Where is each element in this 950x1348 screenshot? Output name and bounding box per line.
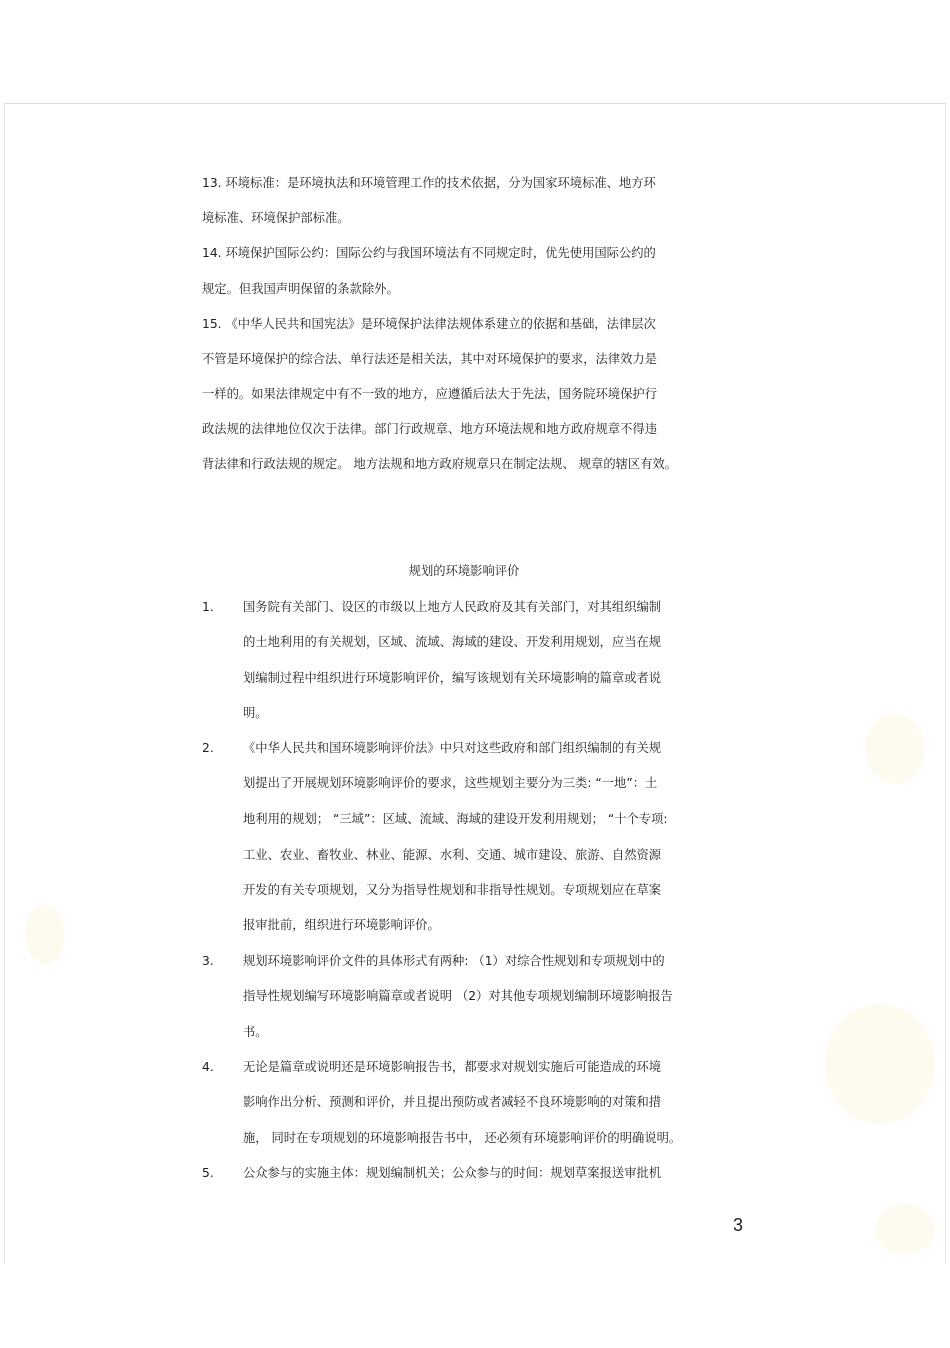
paragraph-line: 14. 环境保护国际公约：国际公约与我国环境法有不同规定时，优先使用国际公约的 [202, 246, 656, 260]
paragraph-line: 15. 《中华人民共和国宪法》是环境保护法律法规体系建立的依据和基础，法律层次 [202, 317, 656, 331]
item-line: 明。 [243, 706, 268, 720]
paragraph-line: 规定。但我国声明保留的条款除外。 [202, 282, 399, 296]
paragraph-line: 背法律和行政法规的规定。 地方法规和地方政府规章只在制定法规、 规章的辖区有效。 [202, 457, 678, 471]
item-line: 施， 同时在专项规划的环境影响报告书中， 还必须有环境影响评价的明确说明。 [243, 1131, 682, 1145]
paragraph-line: 政法规的法律地位仅次于法律。部门行政规章、地方环境法规和地方政府规章不得违 [202, 422, 657, 436]
paragraph-line: 境标准、环境保护部标准。 [202, 211, 350, 225]
item-line: 划编制过程中组织进行环境影响评价，编写该规划有关环境影响的篇章或者说 [243, 671, 662, 685]
page-number: 3 [733, 1215, 744, 1235]
paragraph-line: 不管是环境保护的综合法、单行法还是相关法，其中对环境保护的要求，法律效力是 [202, 352, 657, 366]
paper-stain [865, 714, 925, 784]
item-number: 4. [202, 1060, 214, 1074]
item-line: 地利用的规划； “三域”：区域、流域、海域的建设开发利用规划； “十个专项: [243, 812, 668, 826]
item-line: 划提出了开展规划环境影响评价的要求，这些规划主要分为三类: “一地”：土 [243, 776, 658, 790]
item-line: 公众参与的实施主体：规划编制机关；公众参与的时间：规划草案报送审批机 [243, 1166, 662, 1180]
item-line: 工业、农业、畜牧业、林业、能源、水利、交通、城市建设、旅游、自然资源 [243, 848, 662, 862]
paragraph-line: 一样的。如果法律规定中有不一致的地方，应遵循后法大于先法，国务院环境保护行 [202, 387, 657, 401]
paper-stain [825, 1004, 935, 1124]
item-number: 1. [202, 600, 214, 614]
item-line: 书。 [243, 1025, 268, 1039]
item-number: 2. [202, 741, 214, 755]
item-line: 无论是篇章或说明还是环境影响报告书，都要求对规划实施后可能造成的环境 [243, 1060, 662, 1074]
item-line: 开发的有关专项规划，又分为指导性规划和非指导性规划。专项规划应在草案 [243, 883, 662, 897]
item-number: 5. [202, 1166, 214, 1180]
section-title: 规划的环境影响评价 [408, 564, 520, 578]
item-line: 报审批前，组织进行环境影响评价。 [243, 918, 440, 932]
paper-stain [875, 1204, 935, 1254]
item-line: 影响作出分析、预测和评价，并且提出预防或者减轻不良环境影响的对策和措 [243, 1095, 662, 1109]
item-line: 的土地利用的有关规划，区域、流域、海域的建设、开发利用规划，应当在规 [243, 635, 662, 649]
item-line: 规划环境影响评价文件的具体形式有两种: （1）对综合性规划和专项规划中的 [243, 954, 665, 968]
item-number: 3. [202, 954, 214, 968]
paper-stain [25, 904, 65, 964]
paragraph-line: 13. 环境标准：是环境执法和环境管理工作的技术依据，分为国家环境标准、地方环 [202, 176, 656, 190]
item-line: 指导性规划编写环境影响篇章或者说明 （2）对其他专项规划编制环境影响报告 [243, 989, 673, 1003]
item-line: 《中华人民共和国环境影响评价法》中只对这些政府和部门组织编制的有关规 [243, 741, 662, 755]
item-line: 国务院有关部门、设区的市级以上地方人民政府及其有关部门，对其组织编制 [243, 600, 662, 614]
